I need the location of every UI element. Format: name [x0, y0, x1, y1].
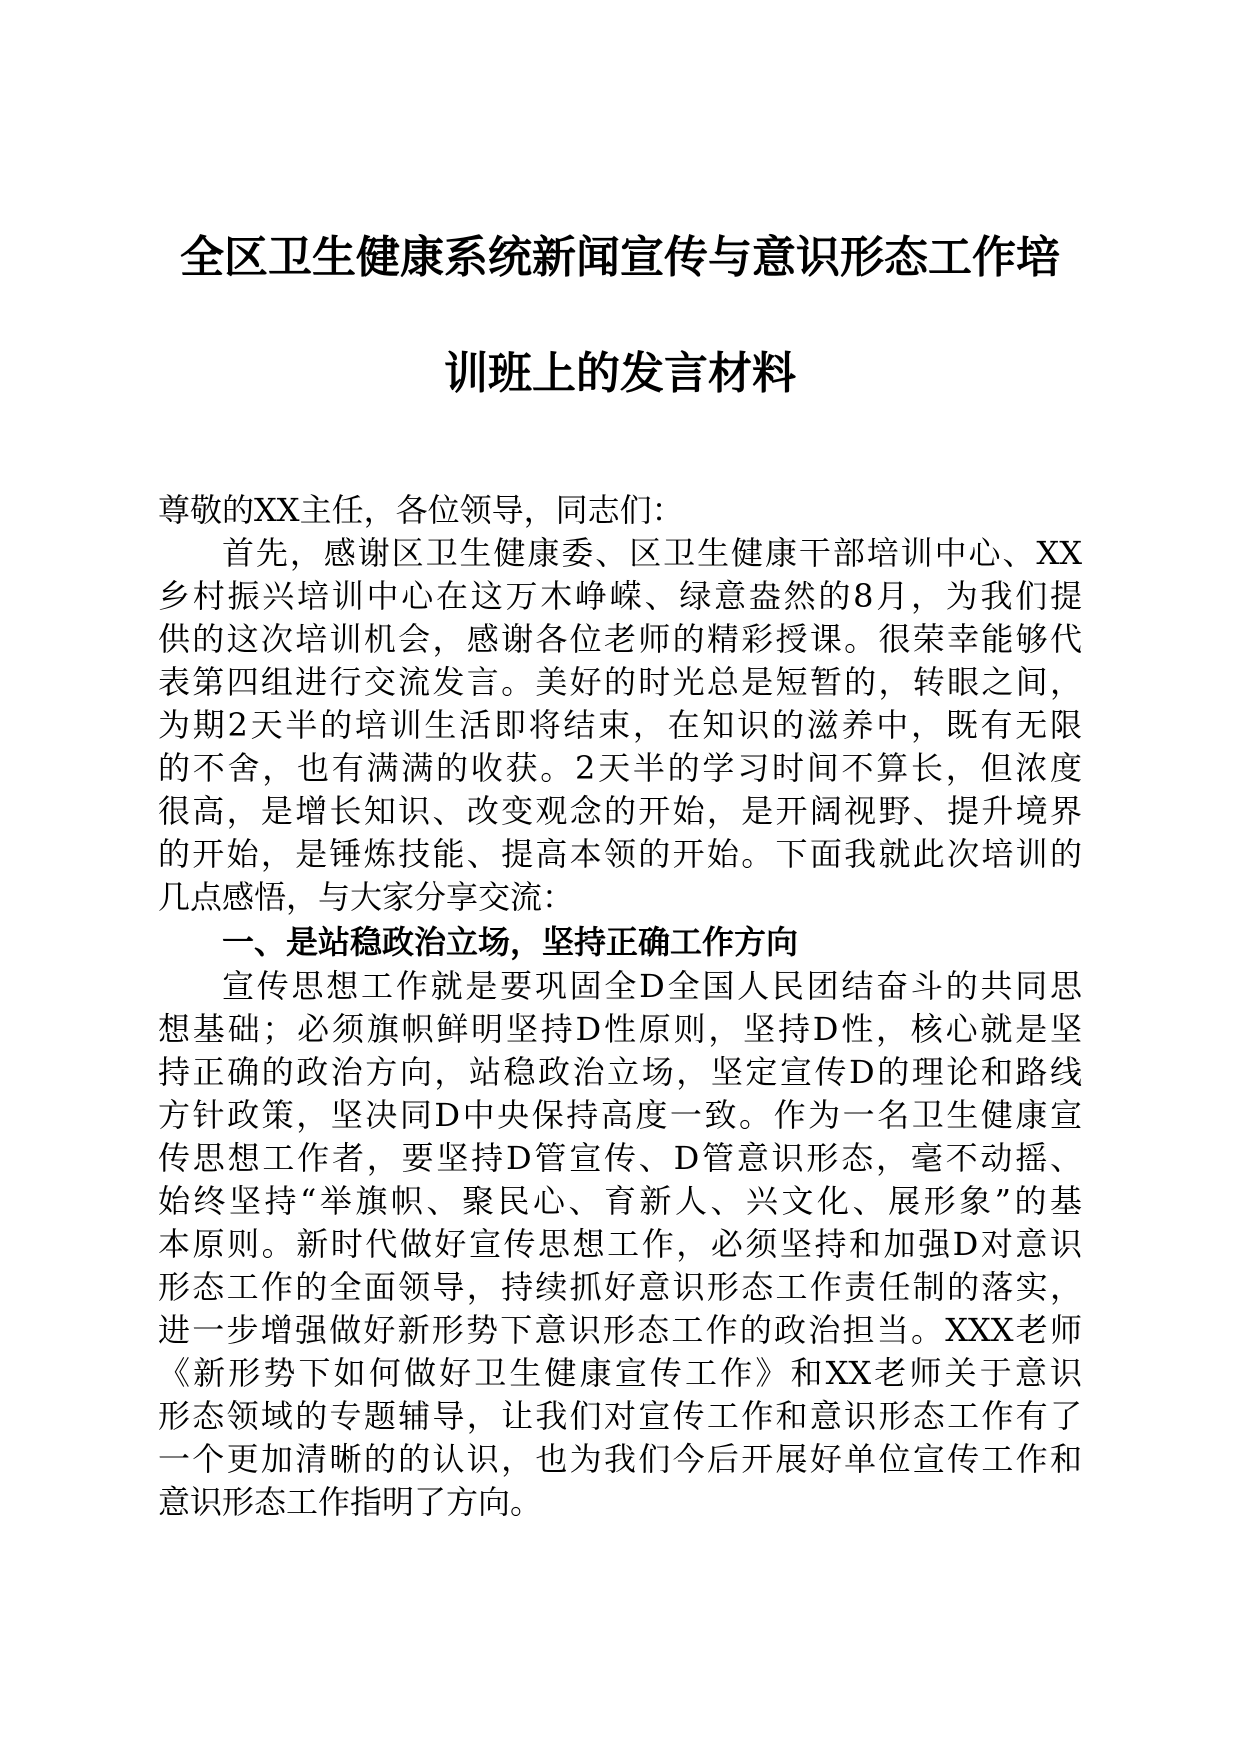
- paragraph-2-line: 想基础；必须旗帜鲜明坚持D性原则，坚持D性，核心就是坚: [158, 1010, 1082, 1048]
- paragraph-2-line: 方针政策，坚决同D中央保持高度一致。作为一名卫生健康宣: [158, 1096, 1082, 1134]
- paragraph-2-line: 意识形态工作指明了方向。: [158, 1483, 543, 1521]
- paragraph-2-line: 持正确的政治方向，站稳政治立场，坚定宣传D的理论和路线: [158, 1053, 1082, 1091]
- paragraph-2-line: 一个更加清晰的的认识，也为我们今后开展好单位宣传工作和: [158, 1440, 1082, 1478]
- paragraph-1-line: 很高，是增长知识、改变观念的开始，是开阔视野、提升境界: [158, 792, 1082, 830]
- paragraph-2-line: 进一步增强做好新形势下意识形态工作的政治担当。XXX老师: [158, 1311, 1082, 1349]
- paragraph-1-line: 几点感悟，与大家分享交流：: [158, 878, 575, 916]
- paragraph-2-line: 《新形势下如何做好卫生健康宣传工作》和XX老师关于意识: [158, 1354, 1082, 1392]
- paragraph-1-line: 乡村振兴培训中心在这万木峥嵘、绿意盎然的8月，为我们提: [158, 577, 1082, 615]
- paragraph-1-line: 为期2天半的培训生活即将结束，在知识的滋养中，既有无限: [158, 706, 1082, 744]
- document-title-line-1: 全区卫生健康系统新闻宣传与意识形态工作培: [180, 232, 1060, 283]
- paragraph-2-line: 形态领域的专题辅导，让我们对宣传工作和意识形态工作有了: [158, 1397, 1082, 1435]
- paragraph-1-line: 的开始，是锤炼技能、提高本领的开始。下面我就此次培训的: [158, 835, 1082, 873]
- paragraph-2-line: 宣传思想工作就是要巩固全D全国人民团结奋斗的共同思: [222, 967, 1082, 1005]
- paragraph-2-line: 始终坚持“举旗帜、聚民心、育新人、兴文化、展形象”的基: [158, 1182, 1082, 1220]
- paragraph-2-line: 形态工作的全面领导，持续抓好意识形态工作责任制的落实，: [158, 1268, 1082, 1306]
- paragraph-1-line: 的不舍，也有满满的收获。2天半的学习时间不算长，但浓度: [158, 749, 1082, 787]
- paragraph-1-line: 表第四组进行交流发言。美好的时光总是短暂的，转眼之间，: [158, 663, 1082, 701]
- salutation: 尊敬的XX主任，各位领导，同志们：: [158, 491, 684, 529]
- paragraph-1-line: 首先，感谢区卫生健康委、区卫生健康干部培训中心、XX: [222, 534, 1082, 572]
- section-heading-1: 一、是站稳政治立场，坚持正确工作方向: [222, 923, 799, 961]
- paragraph-2-line: 本原则。新时代做好宣传思想工作，必须坚持和加强D对意识: [158, 1225, 1082, 1263]
- paragraph-1-line: 供的这次培训机会，感谢各位老师的精彩授课。很荣幸能够代: [158, 620, 1082, 658]
- document-title-line-2: 训班上的发言材料: [444, 348, 796, 399]
- paragraph-2-line: 传思想工作者，要坚持D管宣传、D管意识形态，毫不动摇、: [158, 1139, 1082, 1177]
